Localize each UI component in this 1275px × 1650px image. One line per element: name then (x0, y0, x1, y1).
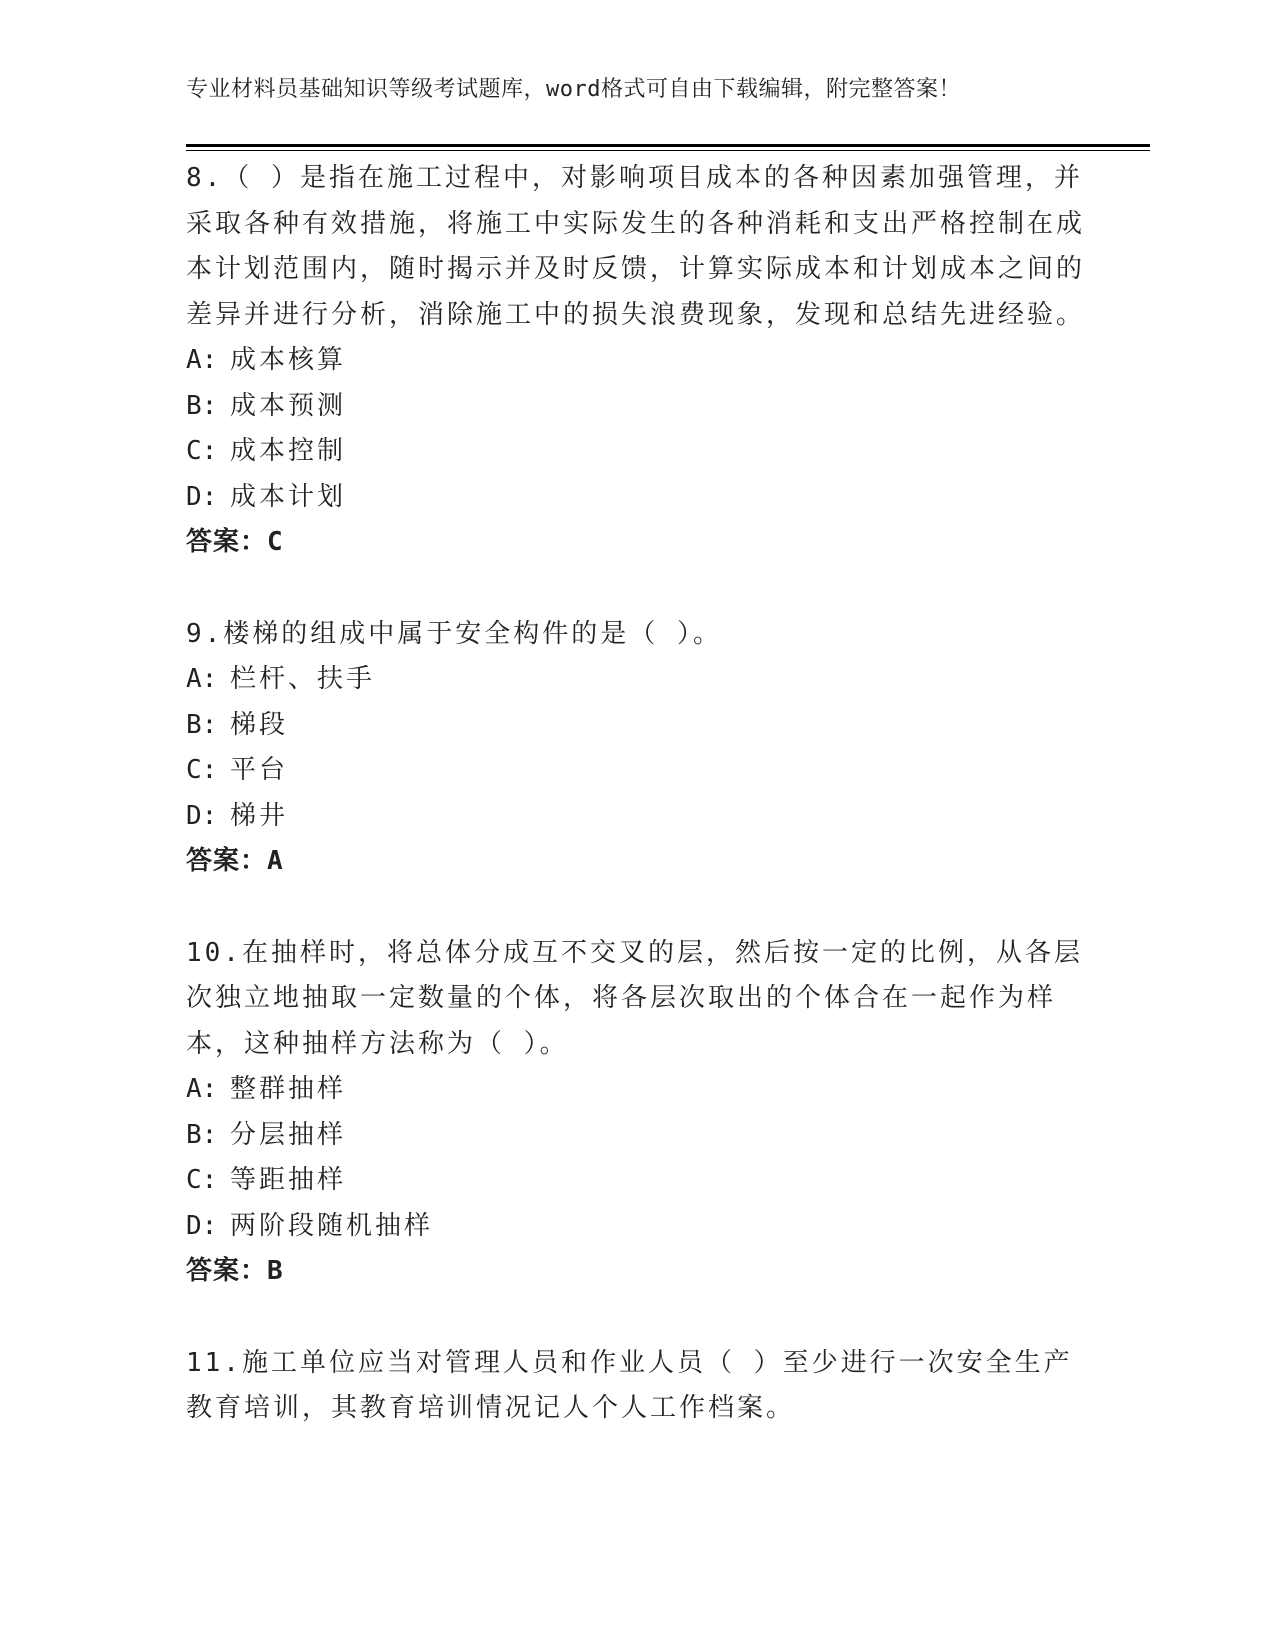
question-text: 10.在抽样时，将总体分成互不交叉的层，然后按一定的比例，从各层次独立地抽取一定数量的个体，将各层次取出的个体合在一起作为样本，这种抽样方法称为（ ）。 (186, 937, 1083, 1059)
question-8 (186, 156, 1086, 566)
option-a (186, 1067, 1086, 1113)
option-letter: C: (186, 436, 218, 466)
option-text: 成本控制 (230, 436, 347, 466)
question-text: 9.楼梯的组成中属于安全构件的是（ ）。 (186, 618, 722, 649)
option-text: 分层抽样 (230, 1119, 347, 1150)
option-letter: C: (186, 755, 218, 785)
option-letter: A: (186, 1074, 218, 1104)
header-rule-thin (186, 150, 1150, 151)
option-b (186, 384, 1086, 430)
option-text: 成本预测 (230, 390, 347, 421)
option-text: 成本核算 (230, 345, 347, 375)
question-11 (186, 1341, 1086, 1432)
option-letter: A: (186, 345, 218, 375)
option-c (186, 748, 1086, 794)
option-d (186, 1204, 1086, 1250)
option-c (186, 1158, 1086, 1204)
option-text: 栏杆、扶手 (230, 664, 376, 694)
option-text: 梯井 (230, 800, 289, 831)
option-b (186, 1113, 1086, 1159)
header-rule-thick (186, 144, 1150, 147)
option-letter: D: (186, 800, 218, 831)
question-list (186, 156, 1086, 1478)
option-letter: A: (186, 664, 218, 694)
answer-line: 答案：B (186, 1256, 284, 1286)
option-d (186, 794, 1086, 840)
option-text: 等距抽样 (230, 1165, 347, 1195)
page-header: 专业材料员基础知识等级考试题库，word格式可自由下载编辑，附完整答案！ (186, 77, 961, 102)
option-text: 整群抽样 (230, 1074, 347, 1104)
option-letter: D: (186, 481, 218, 512)
question-text: 11.施工单位应当对管理人员和作业人员（ ）至少进行一次安全生产教育培训，其教育培训情况记人个人工作档案。 (186, 1347, 1073, 1423)
option-text: 梯段 (230, 709, 289, 740)
option-letter: B: (186, 390, 218, 421)
answer-line: 答案：A (186, 846, 284, 876)
question-10 (186, 931, 1086, 1295)
answer-line: 答案：C (186, 527, 284, 557)
option-a (186, 338, 1086, 384)
option-letter: B: (186, 709, 218, 740)
option-text: 平台 (230, 755, 289, 785)
option-text: 两阶段随机抽样 (230, 1210, 434, 1241)
option-letter: C: (186, 1165, 218, 1195)
option-d (186, 475, 1086, 521)
option-c (186, 429, 1086, 475)
option-letter: D: (186, 1210, 218, 1241)
option-text: 成本计划 (230, 481, 347, 512)
option-b (186, 703, 1086, 749)
question-text: 8.（ ）是指在施工过程中，对影响项目成本的各种因素加强管理，并采取各种有效措施，将施工中实际发生的各种消耗和支出严格控制在成本计划范围内，随时揭示并及时反馈，计算实际成本和计划成本之间的差异并进行分析，消除施工中的损失浪费现象，发现和总结先进经验。 (186, 163, 1086, 330)
option-letter: B: (186, 1119, 218, 1150)
question-9 (186, 612, 1086, 885)
option-a (186, 657, 1086, 703)
